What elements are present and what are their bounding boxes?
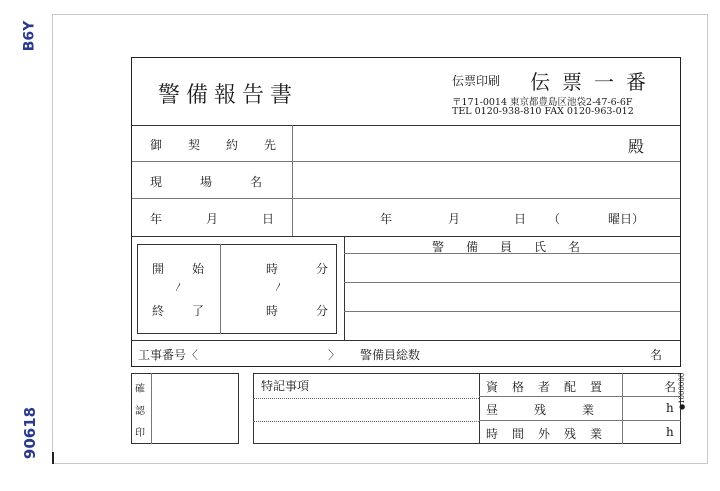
site-label: 現場名 [150, 175, 301, 189]
end-label-2: 了 [192, 304, 205, 318]
form-title: 警備報告書 [158, 83, 299, 108]
end-hour: 時 [266, 304, 279, 318]
date-value-day: 日 [514, 212, 527, 226]
rule-header [132, 125, 680, 126]
time-box-divider [220, 244, 221, 334]
serial-number-label: 90618 [21, 406, 40, 460]
edge-tick [52, 452, 54, 464]
confirm-stamp-box [131, 373, 239, 444]
end-label-1: 終 [152, 304, 165, 318]
date-value-year: 年 [380, 212, 393, 226]
remarks-line-1 [253, 398, 479, 399]
guard-row-1 [344, 253, 680, 254]
stamp-label-1: 確 [135, 384, 145, 395]
start-end-wave: 〳 [174, 283, 184, 293]
stamp-label-3: 印 [135, 428, 145, 439]
date-label-day: 日 [262, 212, 275, 226]
stat-extra-overtime-unit: h [666, 425, 674, 439]
time-guard-divider [344, 236, 345, 340]
company-address: 〒171-0014 東京都豊島区池袋2-47-6-6F [452, 97, 633, 108]
stat-day-overtime-unit: h [666, 401, 674, 415]
end-minute: 分 [316, 304, 329, 318]
client-label [150, 136, 303, 153]
stat-qualified-label: 資格者配置 [486, 380, 617, 394]
remarks-line-2 [253, 421, 479, 422]
guard-row-3 [344, 311, 680, 312]
work-number-close: 〉 [328, 348, 341, 362]
time-wave: 〳 [274, 283, 284, 293]
start-label-1: 開 [152, 262, 165, 276]
stats-divider [479, 373, 480, 444]
start-label-2: 始 [192, 262, 205, 276]
date-value-weekday: 曜日） [608, 212, 645, 226]
rule-client [132, 161, 680, 162]
stats-row-rule-2 [479, 420, 681, 421]
report-form [131, 57, 681, 367]
brand-large: 伝票一番 [530, 70, 658, 94]
stats-row-rule-1 [479, 396, 681, 397]
total-guards-label: 警備員総数 [360, 348, 421, 362]
remarks-label: 特記事項 [261, 379, 310, 393]
time-box [137, 244, 337, 334]
date-label-month: 月 [206, 212, 219, 226]
company-phone: TEL 0120-938-810 FAX 0120-963-012 [452, 106, 634, 117]
stat-day-overtime-label: 昼残業 [486, 403, 631, 417]
stat-extra-overtime-label: 時間外残業 [486, 427, 617, 441]
start-minute: 分 [316, 262, 329, 276]
start-hour: 時 [266, 262, 279, 276]
date-value-paren: （ [548, 212, 561, 226]
rule-work-number [132, 340, 680, 341]
stamp-label-2: 認 [135, 406, 145, 417]
rule-site [132, 198, 680, 199]
brand-small: 伝票印刷 [452, 74, 501, 88]
guard-names-header: 警備員氏名 [432, 240, 603, 254]
form-code-label: B6Y [21, 20, 38, 52]
stamp-label-divider [151, 373, 152, 444]
guard-row-2 [344, 282, 680, 283]
client-suffix: 殿 [628, 137, 645, 156]
print-code: ●1000000 [678, 372, 686, 410]
date-label-year: 年 [150, 212, 163, 226]
stat-qualified-unit: 名 [664, 380, 677, 394]
client-label-text: 御契約先 [150, 138, 303, 152]
work-number-label: 工事番号〈 [138, 348, 199, 362]
rule-date [132, 236, 680, 237]
date-value-month: 月 [448, 212, 461, 226]
total-guards-unit: 名 [650, 348, 663, 362]
